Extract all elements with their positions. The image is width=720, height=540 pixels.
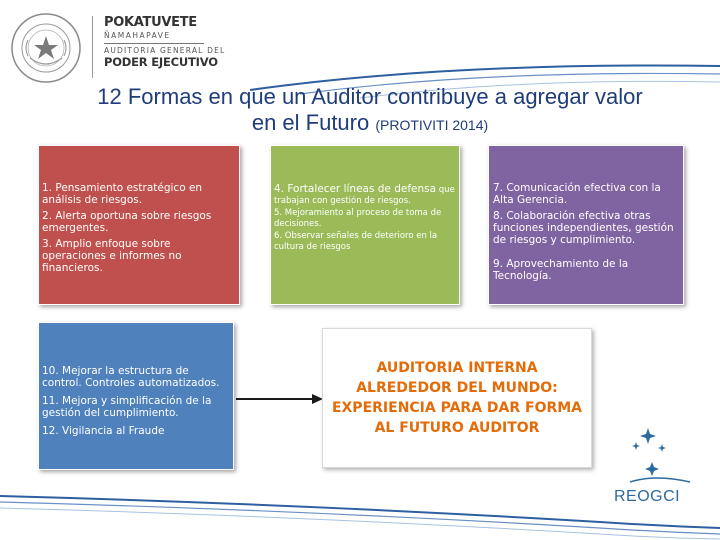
callout-box xyxy=(322,328,592,468)
title-line-1: 12 Formas en que un Auditor contribuye a agregar valor xyxy=(97,84,643,109)
title-line-2: en el Futuro xyxy=(251,110,370,135)
box-items-10-12 xyxy=(38,322,234,470)
item-11: 11. Mejora y simplificación de la gestión del cumplimiento. xyxy=(42,395,212,419)
item-9: 9. Aprovechamiento de la Tecnología. xyxy=(493,258,629,282)
org-separator xyxy=(104,43,204,44)
title-line-2-wrap xyxy=(40,110,700,138)
item-5: 5. Mejoramiento al proceso de toma de decisiones. xyxy=(274,208,442,229)
title-source: (PROTIVITI 2014) xyxy=(375,117,489,133)
arrow-right-icon xyxy=(236,392,324,406)
item-12: 12. Vigilancia al Fraude xyxy=(42,425,165,437)
item-6: 6. Observar señales de deterioro en la cultura de riesgos xyxy=(274,231,438,252)
callout-text: AUDITORIA INTERNA ALREDEDOR DEL MUNDO: EXPERIENCIA PARA DAR FORMA AL FUTURO AUDITOR xyxy=(331,360,583,436)
org-line-3: AUDITORIA GENERAL DEL xyxy=(104,45,226,55)
item-2: 2. Alerta oportuna sobre riesgos emergentes. xyxy=(42,210,212,234)
box-items-1-3 xyxy=(38,145,240,305)
item-4-lead: 4. Fortalecer líneas de defensa xyxy=(274,183,437,195)
item-8: 8. Colaboración efectiva otras funciones independientes, gestión de riesgos y cumplimiento. xyxy=(493,210,674,246)
item-10: 10. Mejorar la estructura de control. Controles automatizados. xyxy=(42,365,220,389)
box-items-7-9 xyxy=(488,145,684,305)
item-1: 1. Pensamiento estratégico en análisis de riesgos. xyxy=(42,182,203,206)
item-4-rest: que trabajan con gestión de riesgos. xyxy=(274,185,455,206)
reogci-logo-text: REOGCI xyxy=(614,488,681,505)
org-line-2: ÑAMAHAPAVE xyxy=(104,31,171,40)
item-7: 7. Comunicación efectiva con la Alta Gerencia. xyxy=(493,182,661,206)
org-line-4: PODER EJECUTIVO xyxy=(104,55,218,69)
item-3: 3. Amplio enfoque sobre operaciones e informes no financieros. xyxy=(42,238,182,274)
box-items-4-6 xyxy=(270,145,460,305)
org-line-1: POKATUVETE xyxy=(104,15,197,30)
item-4 xyxy=(274,184,455,206)
page-title xyxy=(40,84,700,138)
